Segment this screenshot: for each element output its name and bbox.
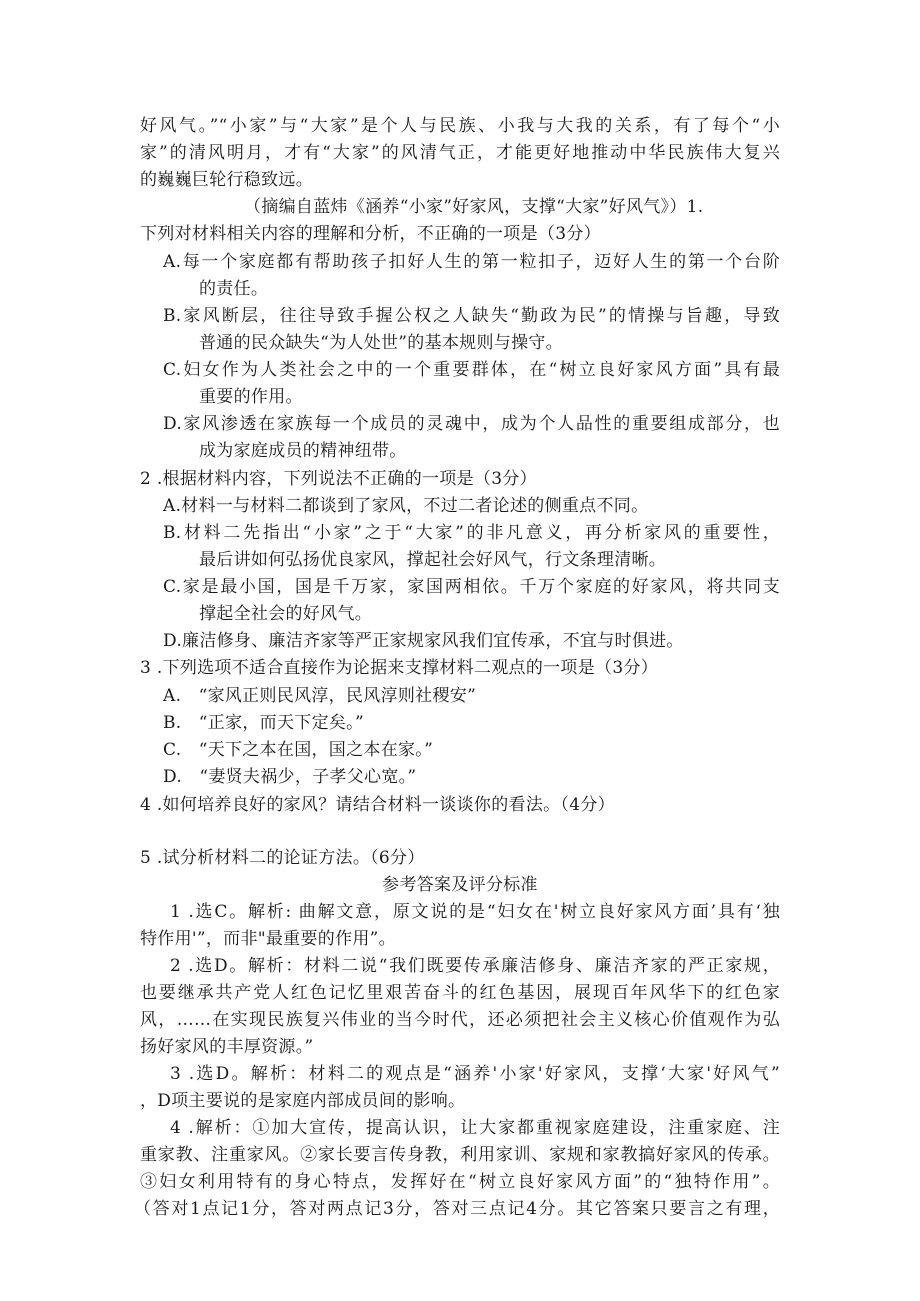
answer-1-cont: 特作用'”，而非"最重要的作用”。 — [140, 929, 396, 949]
answer-4-cont: ③妇女利用特有的身心特点，发挥好在“树立良好家风方面”的“独特作用”。 — [140, 1172, 780, 1192]
q1-option-a-cont: 的责任。 — [199, 279, 269, 299]
answer-4-cont: （答对1点记1分，答对两点记3分，答对三点记4分。其它答案只要言之有理， — [134, 1199, 780, 1219]
q2-option-d: D.廉洁修身、廉洁齐家等严正家规家风我们宜传承，不宜与时俱进。 — [163, 631, 684, 651]
passage-line: 好风气。”“小家”与“大家”是个人与民族、小我与大我的关系，有了每个“小 — [140, 116, 780, 136]
question-1-stem: 下列对材料相关内容的理解和分析，不正确的一项是（3分） — [140, 224, 601, 244]
answer-2-cont: 也要继承共产党人红色记忆里艰苦奋斗的红色基因，展现百年风华下的红色家 — [140, 983, 780, 1003]
answer-2: 2 .选D。解析：材料二说“我们既要传承廉洁修身、廉洁齐家的严正家规， — [170, 956, 780, 976]
q3-option-c: C. “天下之本在国，国之本在家。” — [163, 740, 434, 760]
q2-option-c: C.家是最小国，国是千万家，家国两相依。千万个家庭的好家风，将共同支 — [163, 577, 780, 597]
answer-1: 1 .选C。解析: 曲解文意，原文说的是“妇女在'树立良好家风方面’具有‘独 — [170, 902, 780, 922]
answer-3: 3 .选D。解析：材料二的观点是“涵养'小家'好家风，支撑‘大家'好风气” — [170, 1064, 780, 1084]
answer-3-cont: ，D项主要说的是家庭内部成员间的影响。 — [140, 1091, 466, 1111]
q1-option-b-cont: 普通的民众缺失“为人处世”的基本规则与操守。 — [199, 333, 563, 353]
q1-option-c: C.妇女作为人类社会之中的一个重要群体，在“树立良好家风方面”具有最 — [163, 360, 780, 380]
q3-option-a: A. “家风正则民风淳，民风淳则社稷安” — [163, 686, 477, 706]
passage-line: 家”的清风明月，才有“大家”的风清气正，才能更好地推动中华民族伟大复兴 — [140, 143, 780, 163]
q1-option-d-cont: 成为家庭成员的精神纽带。 — [199, 441, 407, 461]
q2-option-a: A.材料一与材料二都谈到了家风，不过二者论述的侧重点不同。 — [163, 496, 649, 516]
q1-option-b: B.家风断层，往往导致手握公权之人缺失“勤政为民”的情操与旨趣，导致 — [163, 306, 780, 326]
source-citation: （摘编自蓝炜《涵养“小家”好家风，支撑“大家”好风气》）1. — [244, 197, 704, 217]
answer-2-cont: 风，……在实现民族复兴伟业的当今时代，还必须把社会主义核心价值观作为弘 — [140, 1010, 780, 1030]
q2-option-c-cont: 撑起全社会的好风气。 — [199, 604, 372, 624]
question-4-stem: 4 .如何培养良好的家风？请结合材料一谈谈你的看法。（4分） — [140, 795, 615, 815]
answer-4-cont: 重家教、注重家风。②家长要言传身教，利用家训、家规和家教搞好家风的传承。 — [140, 1145, 780, 1165]
passage-line: 的巍巍巨轮行稳致远。 — [140, 170, 313, 190]
question-3-stem: 3 .下列选项不适合直接作为论据来支撑材料二观点的一项是（3分） — [140, 658, 659, 678]
question-2-stem: 2 .根据材料内容，下列说法不正确的一项是（3分） — [140, 469, 537, 489]
question-5-stem: 5 .试分析材料二的论证方法。（6分） — [140, 848, 425, 868]
q3-option-d: D. “妻贤夫祸少，子孝父心宽。” — [163, 767, 417, 787]
answers-title: 参考答案及评分标准 — [382, 875, 538, 895]
q1-option-c-cont: 重要的作用。 — [199, 387, 303, 407]
answer-2-cont: 扬好家风的丰厚资源。” — [140, 1037, 314, 1057]
q2-option-b-cont: 最后讲如何弘扬优良家风，撑起社会好风气，行文条理清晰。 — [199, 550, 667, 570]
answer-4: 4 .解析：①加大宣传，提高认识，让大家都重视家庭建设，注重家庭、注 — [170, 1118, 780, 1138]
q1-option-a: A.每一个家庭都有帮助孩子扣好人生的第一粒扣子，迈好人生的第一个台阶 — [163, 252, 780, 272]
q3-option-b: B. “正家，而天下定矣。” — [163, 713, 364, 733]
q2-option-b: B.材料二先指出“小家”之于“大家”的非凡意义，再分析家风的重要性， — [163, 523, 780, 543]
q1-option-d: D.家风渗透在家族每一个成员的灵魂中，成为个人品性的重要组成部分，也 — [163, 414, 780, 434]
